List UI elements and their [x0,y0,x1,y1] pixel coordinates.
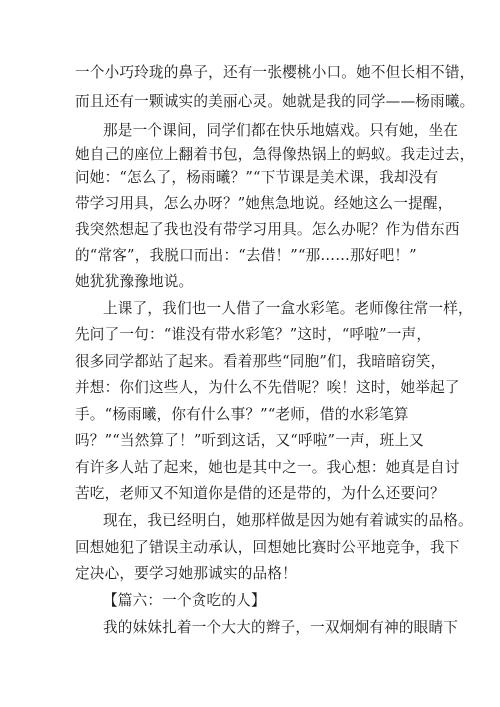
text-line: 吗？”“当然算了！”听到这话，又“呼啦”一声，班上又 [75,432,424,449]
text-line: 那是一个课间，同学们都在快乐地嬉戏。只有她，坐在 [103,122,459,139]
text-line: 苦吃，老师又不知道你是借的还是带的，为什么还要问？ [75,485,445,502]
text-line: 有许多人站了起来，她也是其中之一。我心想：她真是自讨 [75,459,460,476]
text-line: 我的妹妹扎着一个大大的辫子，一双炯炯有神的眼睛下 [103,619,459,636]
text-line: 并想：你们这些人，为什么不先借呢？唉！这时，她举起了 [75,379,460,396]
text-line: 她自己的座位上翻着书包，急得像热锅上的蚂蚁。我走过去， [75,146,475,163]
section-heading: 【篇六：一个贪吃的人】 [103,592,266,609]
text-line: 的“常客”，我脱口而出：“去借！”“那……那好吧！” [75,247,417,264]
text-line: 带学习用具，怎么办呀？”她焦急地说。经她这么一提醒， [75,195,453,212]
text-line: 现在，我已经明白，她那样做是因为她有着诚实的品格。 [103,512,473,529]
text-line: 定决心，要学习她那诚实的品格！ [75,565,297,582]
text-line: 上课了，我们也一人借了一盒水彩笔。老师像往常一样， [103,300,473,317]
text-line: 先问了一句：“谁没有带水彩笔？”这时，“呼啦”一声， [75,326,432,343]
text-line: 我突然想起了我也没有带学习用具。怎么办呢？作为借东西 [75,221,460,238]
text-line: 回想她犯了错误主动承认，回想她比赛时公平地竞争，我下 [75,539,460,556]
text-line: 问她：“怎么了，杨雨曦？”“下节课是美术课，我却没有 [75,169,439,186]
text-line: 而且还有一颗诚实的美丽心灵。她就是我的同学——杨雨曦。 [75,93,475,110]
text-line: 她犹犹豫豫地说。 [75,273,194,290]
text-line: 一个小巧玲珑的鼻子，还有一张樱桃小口。她不但长相不错， [75,64,475,81]
text-line: 很多同学都站了起来。看着那些“同胞”们，我暗暗窃笑， [75,353,446,370]
text-line: 手。“杨雨曦，你有什么事？”“老师，借的水彩笔算 [75,406,409,423]
